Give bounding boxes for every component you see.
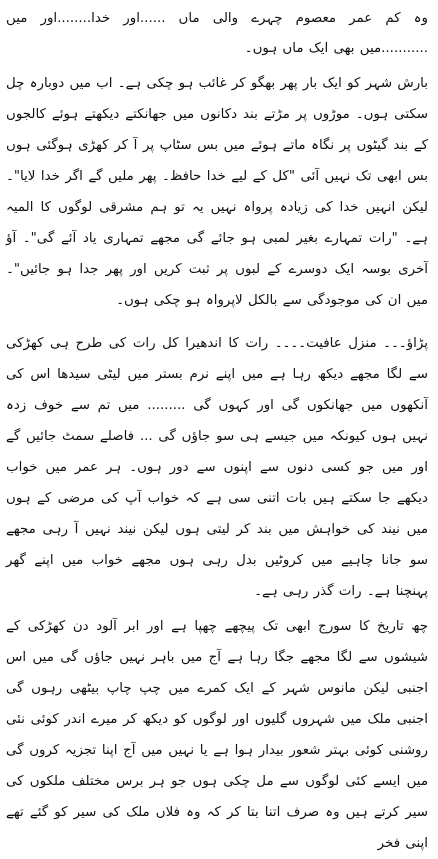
paragraph-night-stay: پڑاؤ۔۔۔ منزل عافیت۔۔۔۔ رات کا اندھیرا کل رات کی طرح ہی کھڑکی سے لگا مجھے دیکھ رہا ہے میں اپنے نرم بستر میں لیٹی سیدھا اس کی آنکھوں میں جھانکوں گی اور کہوں گی ......... میں تم سے خوف زدہ نہیں ہوں کیونکہ میں جیسے ہی سو جاؤں گی ... فاصلے سمٹ جائیں گے اور میں جو کسی دنوں سے اپنوں سے دور ہوں۔ ہر عمر میں خواب دیکھے جا سکتے ہیں بات اتنی سی ہے کہ خواب آپ کی مرضی کے ہوں میں نیند کی خواہش میں بند کر لیتی ہوں لیکن نیند نہیں آ رہی مجھے سو جانا چاہیے میں کروٹیں بدل رہی ہوں مجھے خواب میں اپنے گھر پہنچنا ہے۔ رات گذر رہی ہے۔ [6, 336, 428, 599]
paragraph-rain: بارش شہر کو ایک بار پھر بھگو کر غائب ہو چکی ہے۔ اب میں دوبارہ چل سکتی ہوں۔ موڑوں پر مڑتے بند دکانوں میں جھانکتے دیکھتے ہوئے کالجوں کے بند گیٹوں پر نگاہ ماتے ہوئے میں بس سٹاپ پر آ کر کھڑی ہوگئی ہوں بس ابھی تک نہیں آئی "کل کے لیے خدا حافظ۔ پھر ملیں گے اگر خدا لایا"۔ لیکن انہیں خدا کی زیادہ پرواہ نہیں یہ تو ہم مشرقی لوگوں کا المیہ ہے۔ "رات تمہارے بغیر لمبی ہو جائے گی مجھے تمہاری یاد آئے گی"۔ آؤ آخری بوسہ ایک دوسرے کے لبوں پر ثبت کریں اور پھر جدا ہو جائیں"۔ میں ان کی موجودگی سے بالکل لاپرواہ ہو چکی ہوں۔ [6, 76, 428, 308]
paragraph-spacer [6, 316, 428, 328]
paragraph-mother: وہ کم عمر معصوم چہرے والی ماں ......اور خدا........اور میں ...........میں بھی ایک ماں ہوں۔ [6, 11, 428, 56]
paragraph-sixth-date: چھ تاریخ کا سورج ابھی تک پیچھے چھپا ہے اور ابر آلود دن کھڑکی کے شیشوں سے لگا مجھے جگا رہا ہے آج میں باہر نہیں جاؤں گی میں اس اجنبی لیکن مانوس شہر کے ایک کمرے میں چپ چاپ بیٹھی رہوں گی اجنبی ملک میں شہروں گلیوں اور لوگوں کو دیکھ کر میرے اندر کوئی نئی روشنی کوئی بہتر شعور بیدار ہوا ہے یا نہیں میں آج اپنا تجزیہ کروں گی میں ایسے کئی لوگوں سے مل چکی ہوں جو ہر برس مختلف ملکوں کی سیر کرتے ہیں وہ صرف اتنا بتا کر کہ وہ فلاں ملک کی سیر کو گئے تھے اپنی فخر [6, 619, 428, 851]
